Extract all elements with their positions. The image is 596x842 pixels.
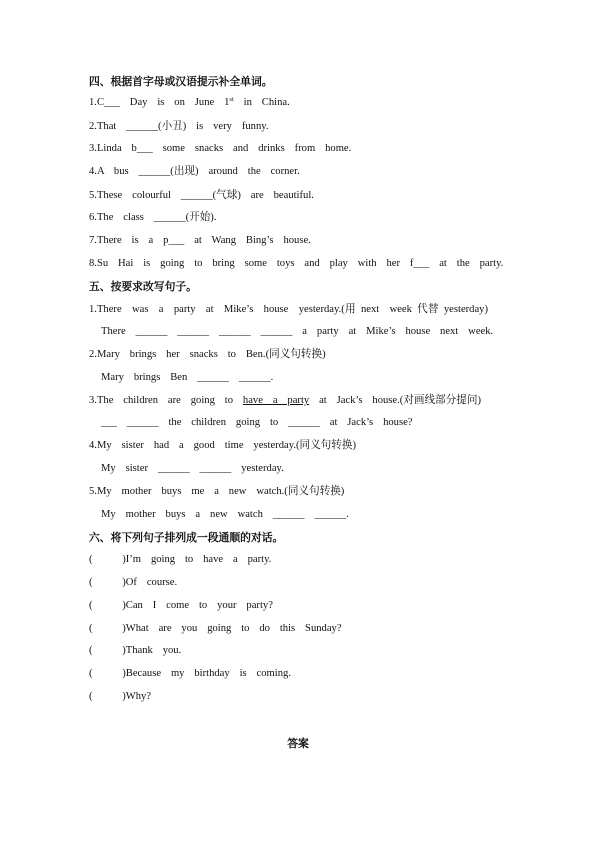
order-bracket: ( )	[89, 691, 126, 702]
section-4-item-5: 5.These colourful ______(气球) are beautiful.	[89, 190, 314, 201]
section-6-item	[89, 622, 342, 636]
answer-key-title: 答案	[287, 737, 309, 750]
section-6-heading: 六、将下列句子排列成一段通顺的对话。	[89, 531, 284, 544]
section-6-item	[89, 599, 273, 613]
order-bracket: ( )	[89, 554, 126, 565]
question-3-text-end: at Jack’s house.(对画线部分提问)	[309, 395, 481, 406]
section-5-question-4: 4.My sister had a good time yesterday.(同义句转换)	[89, 440, 356, 451]
section-4-heading: 四、根据首字母或汉语提示补全单词。	[89, 75, 273, 88]
section-5-question-1: 1.There was a party at Mike’s house yesterday.(用 next week 代替 yesterday)	[89, 304, 488, 315]
dialogue-line: Why?	[125, 691, 152, 702]
dialogue-line: I’m going to have a party.	[125, 554, 272, 565]
section-5-heading: 五、按要求改写句子。	[89, 280, 197, 293]
section-5-answer-4: My sister ______ ______ yesterday.	[101, 463, 284, 474]
section-5-question-2: 2.Mary brings her snacks to Ben.(同义句转换)	[89, 349, 326, 360]
dialogue-line: Because my birthday is coming.	[125, 668, 291, 679]
section-6-item	[89, 553, 271, 567]
section-4-item-8: 8.Su Hai is going to bring some toys and play with her f___ at the party.	[89, 258, 504, 269]
underlined-phrase: have a party	[242, 395, 310, 406]
section-6-item	[89, 667, 291, 681]
order-bracket: ( )	[89, 645, 126, 656]
order-bracket: ( )	[89, 668, 126, 679]
section-4-item-7: 7.There is a p___ at Wang Bing’s house.	[89, 235, 311, 246]
section-6-item	[89, 690, 151, 704]
section-6-item	[89, 576, 177, 590]
section-5-question-3	[89, 394, 481, 408]
dialogue-line: Of course.	[125, 577, 178, 588]
section-5-answer-3: ___ ______ the children going to ______ at Jack’s house?	[101, 417, 413, 428]
section-4-item-6: 6.The class ______(开始).	[89, 212, 217, 223]
section-5-question-5: 5.My mother buys me a new watch.(同义句转换)	[89, 486, 345, 497]
section-6-item	[89, 644, 181, 658]
dialogue-line: Can I come to your party?	[125, 600, 273, 611]
section-5-answer-1: There ______ ______ ______ ______ a party at Mike’s house next week.	[101, 326, 494, 337]
order-bracket: ( )	[89, 623, 126, 634]
item-1-text: 1.C___ Day is on June 1	[89, 97, 230, 108]
section-4-item-2: 2.That ______(小丑) is very funny.	[89, 121, 269, 132]
item-1-text-end: in China.	[233, 97, 290, 108]
order-bracket: ( )	[89, 577, 126, 588]
section-4-item-4: 4.A bus ______(出现) around the corner.	[89, 166, 300, 177]
order-bracket: ( )	[89, 600, 126, 611]
section-4-item-1	[89, 96, 290, 110]
dialogue-line: What are you going to do this Sunday?	[125, 623, 342, 634]
section-5-answer-5: My mother buys a new watch ______ ______.	[101, 509, 349, 520]
section-4-item-3: 3.Linda b___ some snacks and drinks from home.	[89, 143, 352, 154]
question-3-text: 3.The children are going to	[89, 395, 243, 406]
ordinal-superscript: st	[229, 96, 234, 103]
section-5-answer-2: Mary brings Ben ______ ______.	[101, 372, 274, 383]
dialogue-line: Thank you.	[125, 645, 182, 656]
